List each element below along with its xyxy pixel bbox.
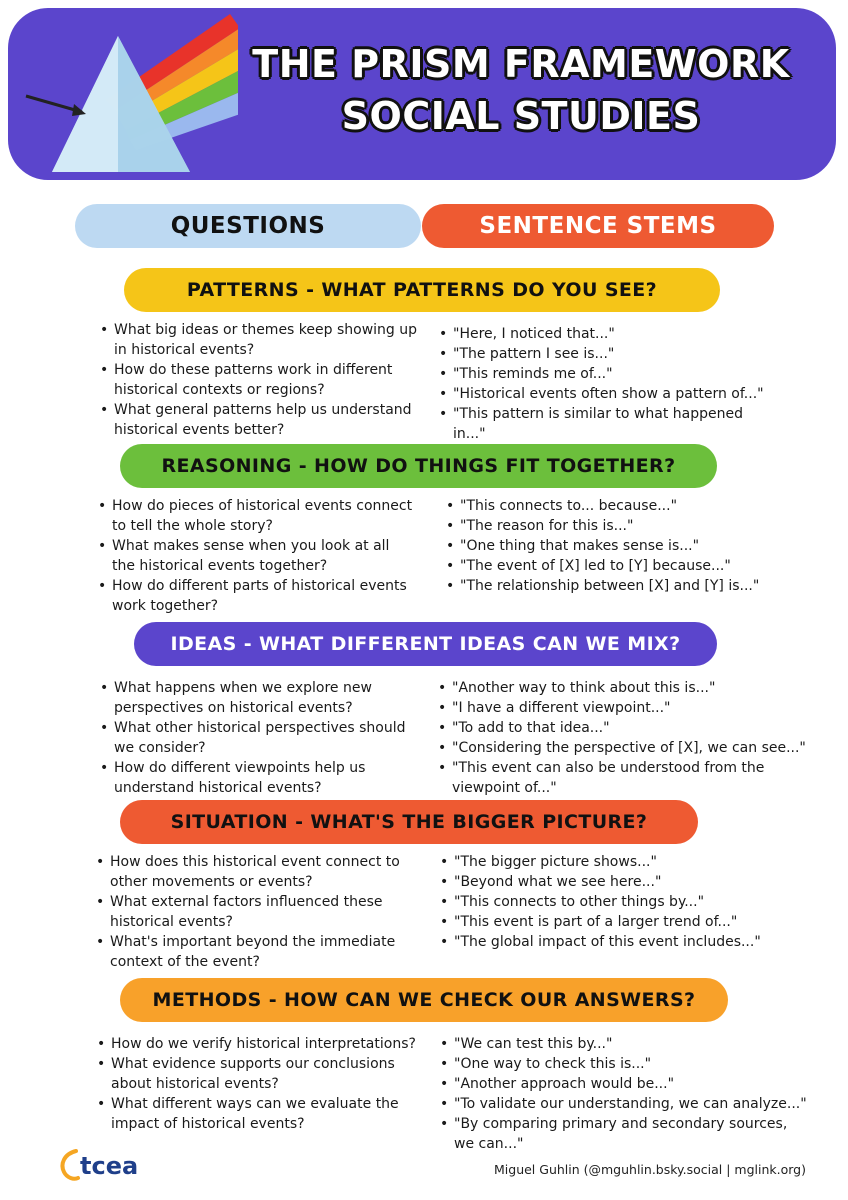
questions-column-header: QUESTIONS (75, 204, 421, 248)
list-item: • "To add to that idea..." (436, 718, 816, 738)
section-heading-patterns: PATTERNS - WHAT PATTERNS DO YOU SEE? (124, 268, 720, 312)
list-item: • "This connects to other things by..." (438, 892, 778, 912)
list-item: • How do we verify historical interpretations? (95, 1034, 425, 1054)
section-heading-situation: SITUATION - WHAT'S THE BIGGER PICTURE? (120, 800, 698, 844)
situation-questions-list (94, 852, 414, 972)
methods-stems-list (438, 1034, 808, 1154)
methods-questions-list (95, 1034, 425, 1134)
list-item: • "The bigger picture shows..." (438, 852, 778, 872)
ideas-stems-list (436, 678, 816, 798)
list-item: • "To validate our understanding, we can analyze..." (438, 1094, 808, 1114)
author-credit: Miguel Guhlin (@mguhlin.bsky.social | mglink.org) (494, 1162, 806, 1177)
list-item: • What general patterns help us understand historical events better? (98, 400, 418, 440)
list-item: • What's important beyond the immediate context of the event? (94, 932, 414, 972)
list-item: • "This event can also be understood from the viewpoint of..." (436, 758, 816, 798)
reasoning-stems-list (444, 496, 774, 596)
patterns-questions-list (98, 320, 418, 440)
list-item: • "I have a different viewpoint..." (436, 698, 816, 718)
list-item: • What happens when we explore new perspectives on historical events? (98, 678, 418, 718)
list-item: • "The event of [X] led to [Y] because..." (444, 556, 774, 576)
page-title: THE PRISM FRAMEWORK (252, 42, 790, 86)
list-item: • How do these patterns work in different historical contexts or regions? (98, 360, 418, 400)
page-subtitle: SOCIAL STUDIES (341, 94, 701, 138)
list-item: • "This pattern is similar to what happened in..." (437, 404, 767, 444)
list-item: • How do different viewpoints help us understand historical events? (98, 758, 418, 798)
logo-text: tcea (80, 1152, 139, 1180)
ideas-questions-list (98, 678, 418, 798)
list-item: • "Here, I noticed that..." (437, 324, 767, 344)
list-item: • "One way to check this is..." (438, 1054, 808, 1074)
list-item: • "Another approach would be..." (438, 1074, 808, 1094)
list-item: • How do pieces of historical events connect to tell the whole story? (96, 496, 416, 536)
list-item: • How does this historical event connect to other movements or events? (94, 852, 414, 892)
list-item: • "The reason for this is..." (444, 516, 774, 536)
list-item: • How do different parts of historical events work together? (96, 576, 416, 616)
list-item: • "The pattern I see is..." (437, 344, 767, 364)
tcea-logo (56, 1148, 138, 1184)
list-item: • "Considering the perspective of [X], we can see..." (436, 738, 816, 758)
list-item: • What other historical perspectives should we consider? (98, 718, 418, 758)
list-item: • What big ideas or themes keep showing up in historical events? (98, 320, 418, 360)
list-item: • "This connects to... because..." (444, 496, 774, 516)
section-heading-methods: METHODS - HOW CAN WE CHECK OUR ANSWERS? (120, 978, 728, 1022)
list-item: • What makes sense when you look at all the historical events together? (96, 536, 416, 576)
list-item: • What different ways can we evaluate the impact of historical events? (95, 1094, 425, 1134)
reasoning-questions-list (96, 496, 416, 616)
list-item: • "The relationship between [X] and [Y] is..." (444, 576, 774, 596)
list-item: • "By comparing primary and secondary sources, we can..." (438, 1114, 808, 1154)
list-item: • "We can test this by..." (438, 1034, 808, 1054)
list-item: • "Beyond what we see here..." (438, 872, 778, 892)
list-item: • What evidence supports our conclusions about historical events? (95, 1054, 425, 1094)
list-item: • What external factors influenced these historical events? (94, 892, 414, 932)
situation-stems-list (438, 852, 778, 952)
sentence-stems-column-header: SENTENCE STEMS (422, 204, 774, 248)
list-item: • "Another way to think about this is..." (436, 678, 816, 698)
list-item: • "One thing that makes sense is..." (444, 536, 774, 556)
section-heading-reasoning: REASONING - HOW DO THINGS FIT TOGETHER? (120, 444, 717, 488)
section-heading-ideas: IDEAS - WHAT DIFFERENT IDEAS CAN WE MIX? (134, 622, 717, 666)
tcea-swoosh-icon (56, 1148, 82, 1184)
list-item: • "This event is part of a larger trend of..." (438, 912, 778, 932)
title-banner (8, 8, 836, 180)
patterns-stems-list (437, 324, 767, 444)
prism-rainbow-icon (8, 8, 238, 180)
list-item: • "The global impact of this event includes..." (438, 932, 778, 952)
list-item: • "This reminds me of..." (437, 364, 767, 384)
list-item: • "Historical events often show a pattern of..." (437, 384, 767, 404)
